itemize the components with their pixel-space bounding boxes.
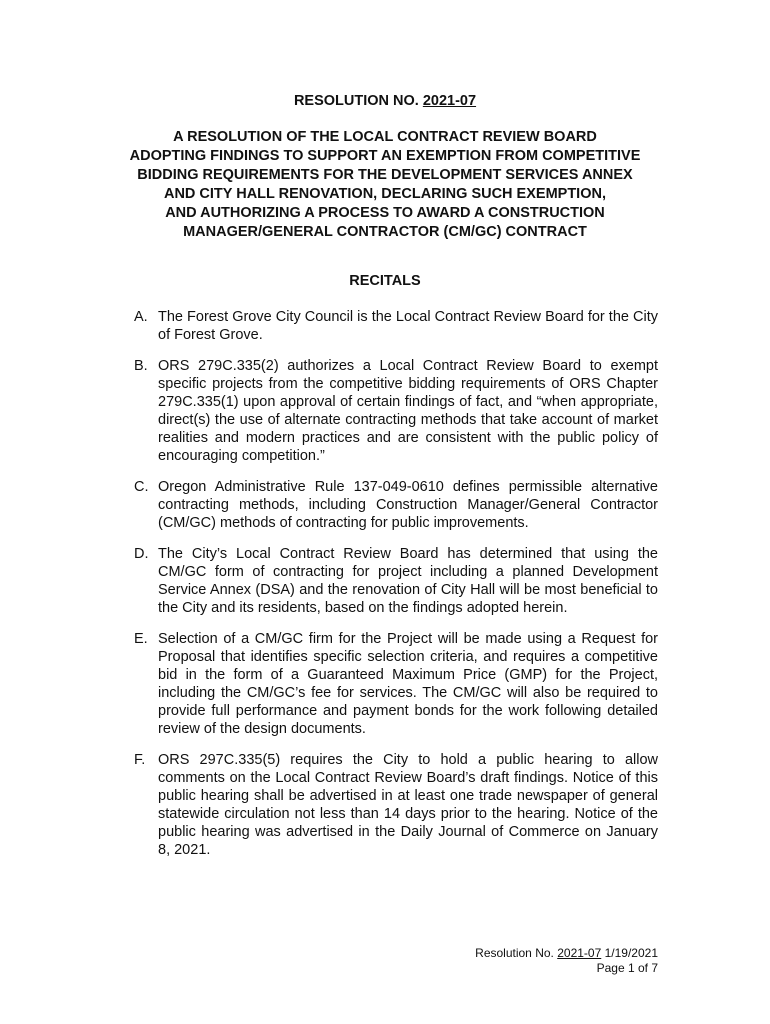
recitals-heading: RECITALS <box>349 273 421 289</box>
footer-resolution-line <box>475 946 658 961</box>
recital-letter: F. <box>134 752 146 768</box>
title-line: AND CITY HALL RENOVATION, DECLARING SUCH EXEMPTION, <box>163 186 606 202</box>
resolution-number-heading <box>0 93 770 109</box>
recital-letter: C. <box>134 479 149 495</box>
recital-letter: D. <box>134 546 149 562</box>
resolution-number: 2021-07 <box>422 93 477 109</box>
page-number: Page 1 of 7 <box>596 961 658 975</box>
recitals-list <box>134 308 658 859</box>
recital-text: Oregon Administrative Rule 137-049-0610 defines permissible alternative contracting methods, including Construction Manager/General Contractor (CM/GC) methods of contracting for public improvements. <box>158 479 658 531</box>
footer-label: Resolution No. <box>475 946 554 960</box>
recital-text: Selection of a CM/GC firm for the Project will be made using a Request for Proposal that identifies specific selection criteria, and requires a competitive bid in the form of a Guaranteed Maximum Price (GMP) for the Project, including the CM/GC’s fee for services. The CM/GC will also be required to provide full performance and payment bonds for the work following detailed review of the design documents. <box>158 631 658 737</box>
title-line: ADOPTING FINDINGS TO SUPPORT AN EXEMPTION FROM COMPETITIVE <box>129 148 641 164</box>
title-line: AND AUTHORIZING A PROCESS TO AWARD A CONSTRUCTION <box>165 205 605 221</box>
recital-letter: A. <box>134 309 148 325</box>
recital-item <box>134 357 658 465</box>
recital-text: The City’s Local Contract Review Board has determined that using the CM/GC form of contracting for project including a planned Development Service Annex (DSA) and the renovation of City Hall will be most beneficial to the City and its residents, based on the findings adopted herein. <box>158 546 658 616</box>
footer-date: 1/19/2021 <box>604 946 658 960</box>
resolution-label: RESOLUTION NO. <box>293 93 419 109</box>
recital-item <box>134 630 658 738</box>
recital-item <box>134 308 658 344</box>
page-footer <box>475 946 658 976</box>
recital-item <box>134 751 658 859</box>
recital-letter: B. <box>134 358 148 374</box>
recital-text: ORS 279C.335(2) authorizes a Local Contract Review Board to exempt specific projects from the competitive bidding requirements of ORS Chapter 279C.335(1) upon approval of certain findings of fact, and “when appropriate, direct(s) the use of alternate contracting methods that take account of market realities and modern practices and are consistent with the public policy of encouraging competition.” <box>158 358 658 464</box>
title-line: BIDDING REQUIREMENTS FOR THE DEVELOPMENT SERVICES ANNEX <box>137 167 633 183</box>
recital-text: ORS 297C.335(5) requires the City to hold a public hearing to allow comments on the Local Contract Review Board’s draft findings. Notice of this public hearing shall be advertised in at least one trade newspaper of general statewide circulation not less than 14 days prior to the hearing. Notice of the public hearing was advertised in the Daily Journal of Commerce on January 8, 2021. <box>158 752 658 858</box>
title-line: A RESOLUTION OF THE LOCAL CONTRACT REVIEW BOARD <box>173 129 597 145</box>
recital-letter: E. <box>134 631 148 647</box>
footer-resolution-number: 2021-07 <box>557 946 602 960</box>
recital-item <box>134 545 658 617</box>
resolution-title <box>100 128 670 242</box>
title-line: MANAGER/GENERAL CONTRACTOR (CM/GC) CONTRACT <box>183 224 587 240</box>
recital-item <box>134 478 658 532</box>
recital-text: The Forest Grove City Council is the Local Contract Review Board for the City of Forest Grove. <box>158 309 658 343</box>
